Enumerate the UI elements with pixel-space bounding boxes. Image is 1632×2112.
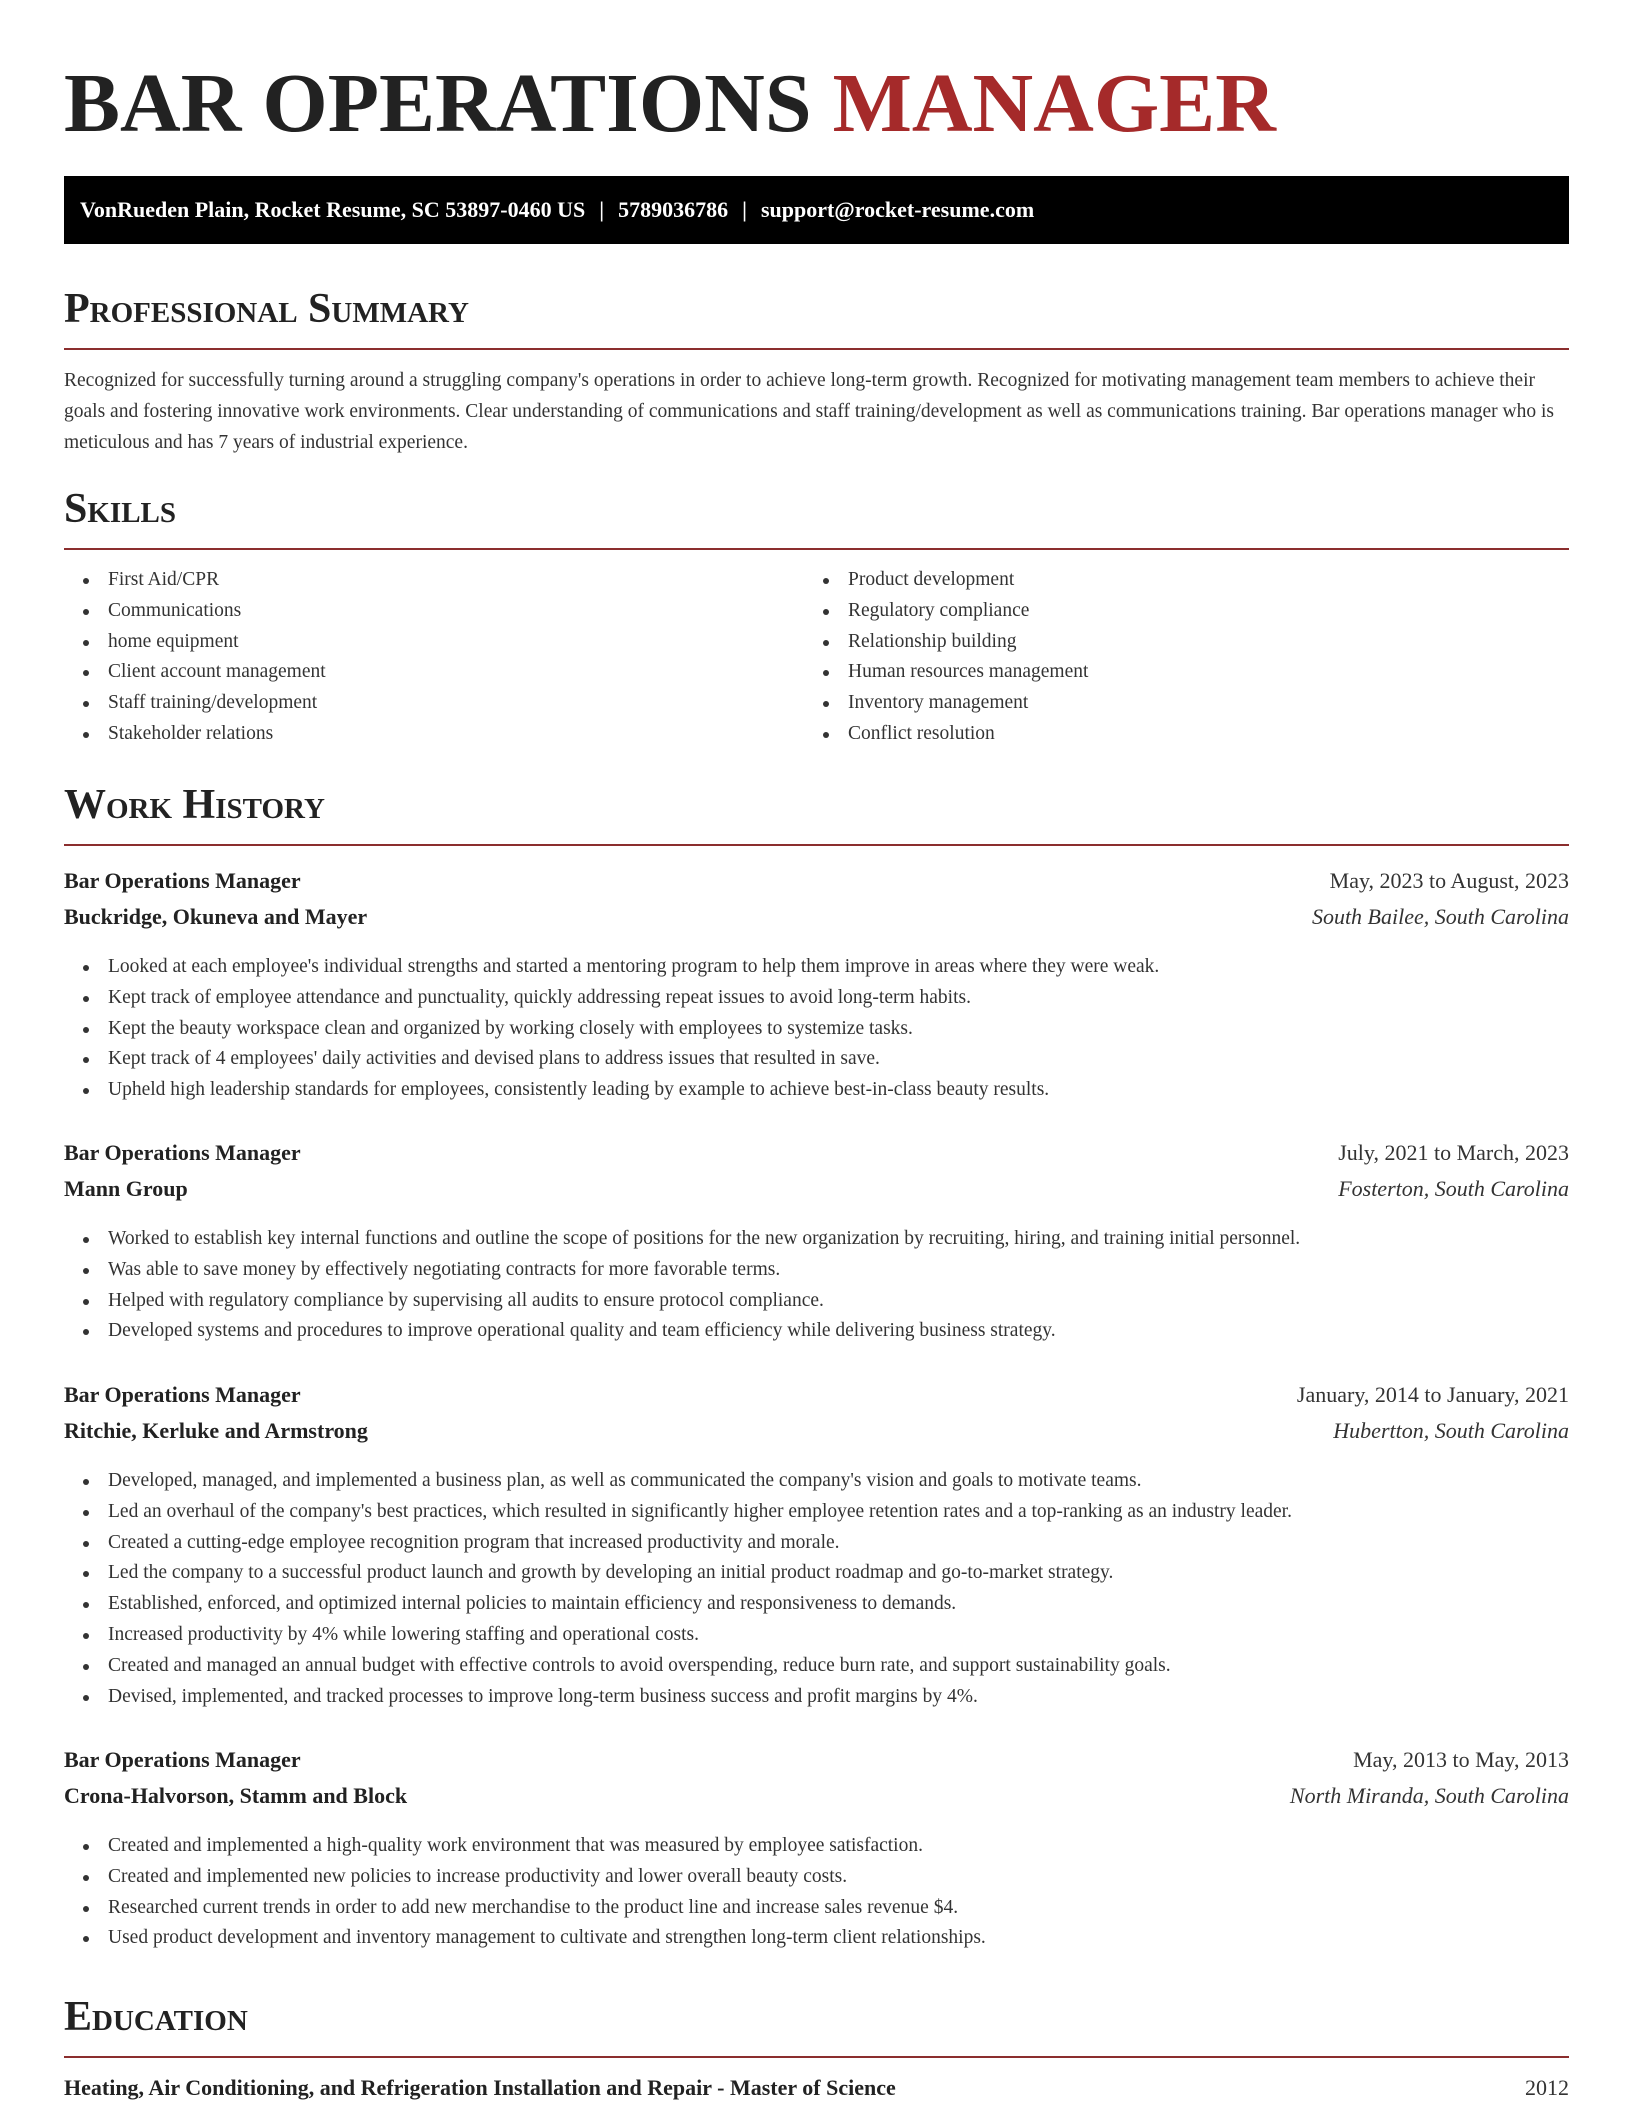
contact-email[interactable]: support@rocket-resume.com	[760, 197, 1035, 222]
job-dates: May, 2023 to August, 2023	[1329, 868, 1569, 893]
education-year: 2012	[1525, 2075, 1569, 2100]
resume-name-heading	[64, 56, 1276, 152]
education-degree: Heating, Air Conditioning, and Refrigeration Installation and Repair - Master of Science	[64, 2075, 896, 2100]
job-location: Fosterton, South Carolina	[1338, 1176, 1569, 1201]
name-accent-part: MANAGER	[832, 57, 1276, 150]
job-bullet: Upheld high leadership standards for employees, consistently leading by example to achieve best-in-class beauty results.	[64, 1075, 1569, 1106]
skill-item: home equipment	[64, 627, 804, 658]
skill-item: Human resources management	[804, 657, 1544, 688]
job-dates: January, 2014 to January, 2021	[1296, 1382, 1569, 1407]
name-title-part: BAR OPERATIONS	[64, 57, 812, 150]
job-bullet: Created and implemented new policies to increase productivity and lower overall beauty costs.	[64, 1862, 1569, 1893]
job-entry	[64, 868, 1569, 1106]
job-bullet: Looked at each employee's individual strengths and started a mentoring program to help them improve in areas where they were weak.	[64, 952, 1569, 983]
job-bullet: Kept the beauty workspace clean and organized by working closely with employees to systemize tasks.	[64, 1014, 1569, 1045]
job-bullet: Increased productivity by 4% while lowering staffing and operational costs.	[64, 1620, 1569, 1651]
job-bullet: Helped with regulatory compliance by supervising all audits to ensure protocol compliance.	[64, 1286, 1569, 1317]
contact-bar	[64, 176, 1569, 244]
job-title: Bar Operations Manager	[64, 1140, 301, 1165]
summary-text: Recognized for successfully turning around a struggling company's operations in order to achieve long-term growth. Recognized for motivating management team members to achieve their goals and fostering innovative work environments. Clear understanding of communications and staff training/development as well as communications training. Bar operations manager who is meticulous and has 7 years of industrial experience.	[64, 370, 1554, 453]
job-bullet: Kept track of 4 employees' daily activities and devised plans to address issues that resulted in save.	[64, 1044, 1569, 1075]
job-bullet: Created and implemented a high-quality work environment that was measured by employee satisfaction.	[64, 1831, 1569, 1862]
skills-heading: Skills	[64, 484, 1569, 550]
job-dates: May, 2013 to May, 2013	[1353, 1747, 1569, 1772]
skill-item: Product development	[804, 565, 1544, 596]
job-company: Crona-Halvorson, Stamm and Block	[64, 1783, 408, 1808]
skill-item: Staff training/development	[64, 688, 804, 719]
job-bullet: Devised, implemented, and tracked processes to improve long-term business success and profit margins by 4%.	[64, 1682, 1569, 1713]
skill-item: Inventory management	[804, 688, 1544, 719]
job-entry	[64, 1382, 1569, 1712]
job-title: Bar Operations Manager	[64, 1747, 301, 1772]
contact-separator: |	[742, 197, 747, 222]
job-title: Bar Operations Manager	[64, 868, 301, 893]
job-bullet: Kept track of employee attendance and punctuality, quickly addressing repeat issues to avoid long-term habits.	[64, 983, 1569, 1014]
job-location: North Miranda, South Carolina	[1289, 1783, 1569, 1808]
job-bullet: Led the company to a successful product launch and growth by developing an initial product roadmap and go-to-market strategy.	[64, 1558, 1569, 1589]
work-history-heading: Work History	[64, 780, 1569, 846]
job-bullet: Created a cutting-edge employee recognition program that increased productivity and morale.	[64, 1528, 1569, 1559]
job-bullet: Was able to save money by effectively negotiating contracts for more favorable terms.	[64, 1255, 1569, 1286]
skills-list-left	[64, 565, 804, 750]
job-dates: July, 2021 to March, 2023	[1338, 1140, 1569, 1165]
job-company: Buckridge, Okuneva and Mayer	[64, 904, 368, 929]
job-entry	[64, 1747, 1569, 1954]
job-location: South Bailee, South Carolina	[1311, 904, 1569, 929]
skill-item: Stakeholder relations	[64, 719, 804, 750]
summary-heading: Professional Summary	[64, 284, 1569, 350]
job-bullet: Created and managed an annual budget with effective controls to avoid overspending, reduce burn rate, and support sustainability goals.	[64, 1651, 1569, 1682]
skill-item: Conflict resolution	[804, 719, 1544, 750]
skill-item: Relationship building	[804, 627, 1544, 658]
job-bullet: Worked to establish key internal functions and outline the scope of positions for the new organization by recruiting, hiring, and training initial personnel.	[64, 1224, 1569, 1255]
job-company: Ritchie, Kerluke and Armstrong	[64, 1418, 368, 1443]
skill-item: Regulatory compliance	[804, 596, 1544, 627]
skill-item: First Aid/CPR	[64, 565, 804, 596]
education-entry	[64, 2075, 1569, 2101]
education-heading: Education	[64, 1992, 1569, 2058]
job-bullet: Used product development and inventory management to cultivate and strengthen long-term client relationships.	[64, 1923, 1569, 1954]
contact-phone: 5789036786	[618, 197, 729, 222]
job-bullet: Established, enforced, and optimized internal policies to maintain efficiency and responsiveness to demands.	[64, 1589, 1569, 1620]
job-bullet: Led an overhaul of the company's best practices, which resulted in significantly higher employee retention rates and a top-ranking as an industry leader.	[64, 1497, 1569, 1528]
job-bullet: Developed systems and procedures to improve operational quality and team efficiency while delivering business strategy.	[64, 1316, 1569, 1347]
job-bullet: Developed, managed, and implemented a business plan, as well as communicated the company's vision and goals to motivate teams.	[64, 1466, 1569, 1497]
skills-list-right	[804, 565, 1544, 750]
skill-item: Communications	[64, 596, 804, 627]
job-title: Bar Operations Manager	[64, 1382, 301, 1407]
job-entry	[64, 1140, 1569, 1347]
job-location: Hubertton, South Carolina	[1333, 1418, 1569, 1443]
contact-address: VonRueden Plain, Rocket Resume, SC 53897-0460 US	[80, 197, 586, 222]
job-bullet: Researched current trends in order to add new merchandise to the product line and increase sales revenue $4.	[64, 1893, 1569, 1924]
skill-item: Client account management	[64, 657, 804, 688]
contact-separator: |	[599, 197, 605, 222]
job-company: Mann Group	[64, 1176, 188, 1201]
